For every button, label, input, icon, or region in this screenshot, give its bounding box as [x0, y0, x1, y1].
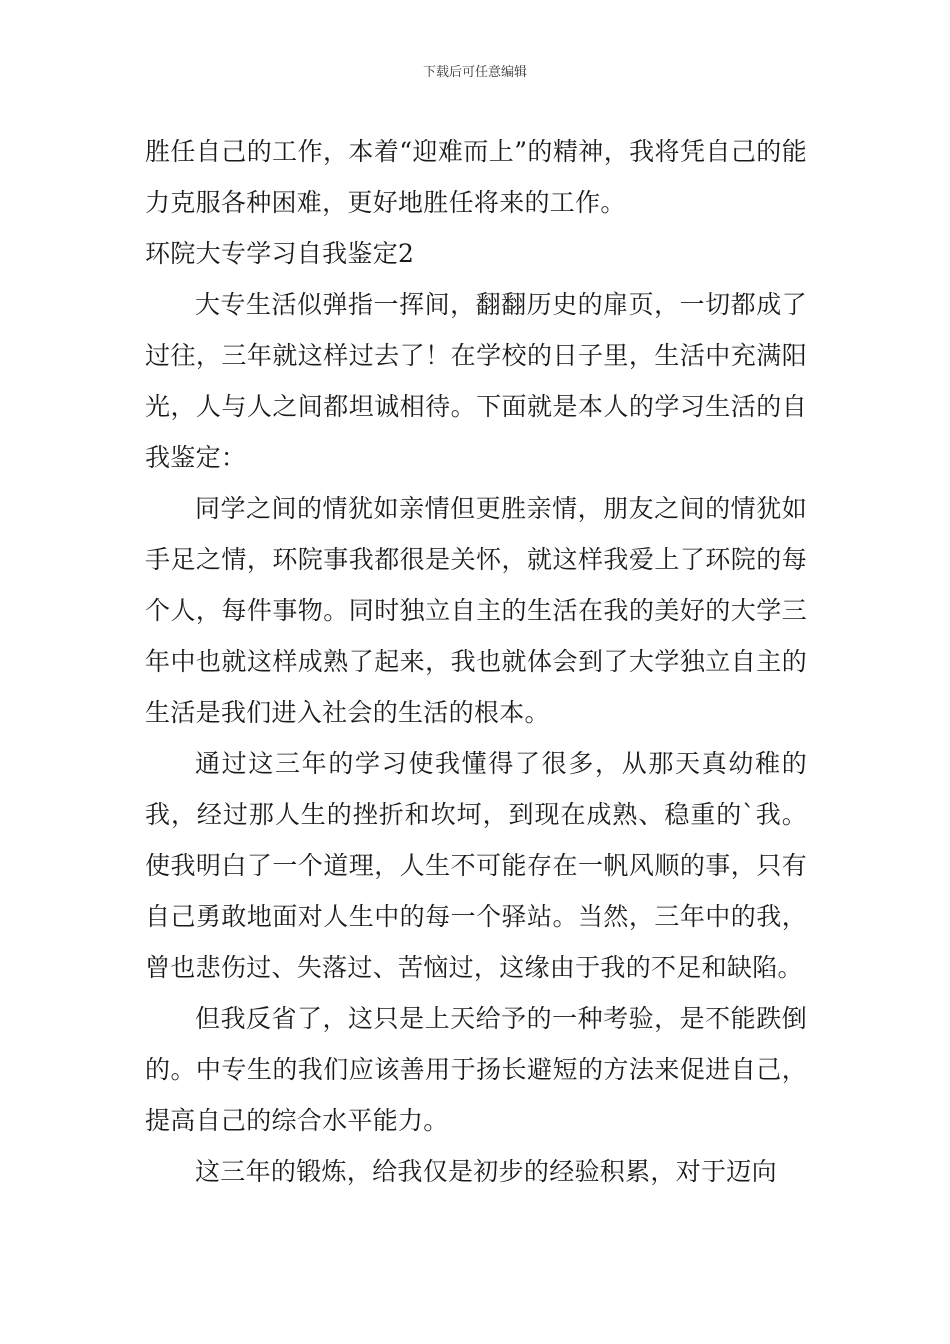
paragraph-4: 但我反省了，这只是上天给予的一种考验，是不能跌倒的。中专生的我们应该善用于扬长避短的方法来促进自己，提高自己的综合水平能力。: [145, 1004, 807, 1135]
paragraph-1: 大专生活似弹指一挥间，翻翻历史的扉页，一切都成了过往，三年就这样过去了！在学校的日子里，生活中充满阳光，人与人之间都坦诚相待。下面就是本人的学习生活的自我鉴定：: [145, 290, 807, 472]
intro-continuation-paragraph: 胜任自己的工作，本着“迎难而上”的精神，我将凭自己的能力克服各种困难，更好地胜任将来的工作。: [145, 137, 807, 217]
paragraph-2: 同学之间的情犹如亲情但更胜亲情，朋友之间的情犹如手足之情，环院事我都很是关怀，就这样我爱上了环院的每个人，每件事物。同时独立自主的生活在我的美好的大学三年中也就这样成熟了起来，我也就体会到了大学独立自主的生活是我们进入社会的生活的根本。: [145, 494, 807, 727]
page-header: 下载后可任意编辑: [422, 65, 527, 80]
section-title: 环院大专学习自我鉴定2: [145, 239, 415, 268]
document-body: [145, 126, 807, 1197]
paragraph-5: 这三年的锻炼，给我仅是初步的经验积累，对于迈向: [195, 1157, 777, 1186]
paragraph-3: 通过这三年的学习使我懂得了很多，从那天真幼稚的我，经过那人生的挫折和坎坷，到现在成熟、稳重的`我。使我明白了一个道理，人生不可能存在一帆风顺的事，只有自己勇敢地面对人生中的每一个驿站。当然，三年中的我，曾也悲伤过、失落过、苦恼过，这缘由于我的不足和缺陷。: [145, 749, 807, 982]
